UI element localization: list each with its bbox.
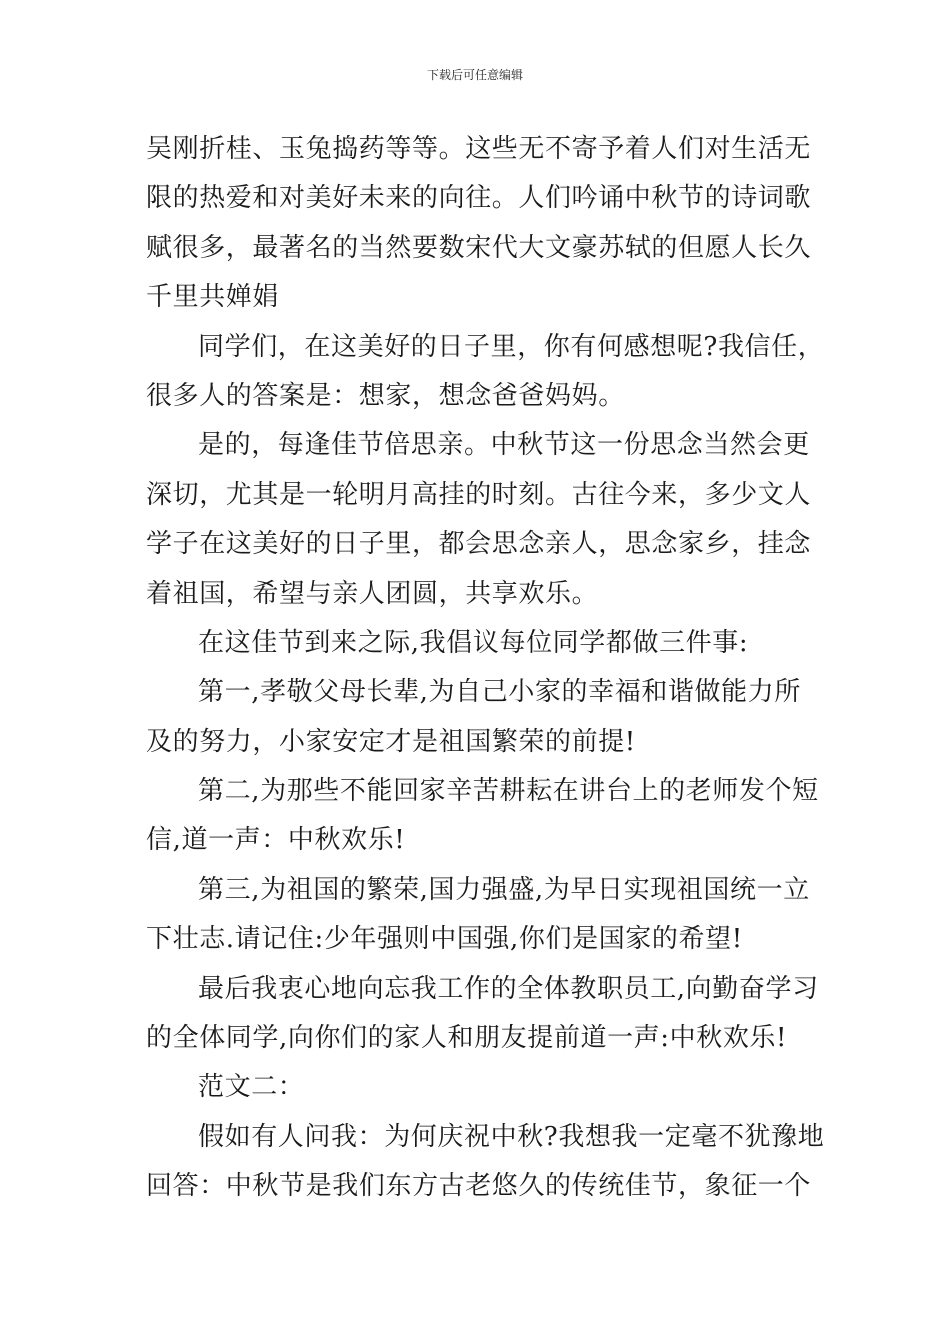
text-line: 下壮志.请记住:少年强则中国强,你们是国家的希望!	[146, 924, 743, 955]
text-line: 第三,为祖国的繁荣,国力强盛,为早日实现祖国统一立	[198, 874, 810, 905]
text-line: 同学们，在这美好的日子里，你有何感想呢?我信任，	[198, 331, 825, 362]
text-line: 及的努力，小家安定才是祖国繁荣的前提!	[146, 726, 636, 757]
page-header-note: 下载后可任意编辑	[426, 68, 523, 82]
text-line: 着祖国，希望与亲人团圆，共享欢乐。	[146, 578, 599, 609]
text-line: 在这佳节到来之际,我倡议每位同学都做三件事:	[198, 627, 749, 658]
text-line: 第一,孝敬父母长辈,为自己小家的幸福和谐做能力所	[198, 677, 801, 708]
text-line: 范文二：	[198, 1072, 305, 1103]
text-line: 最后我衷心地向忘我工作的全体教职员工,向勤奋学习	[198, 973, 819, 1004]
text-line: 很多人的答案是：想家，想念爸爸妈妈。	[146, 380, 625, 411]
text-line: 吴刚折桂、玉兔捣药等等。这些无不寄予着人们对生活无	[146, 134, 812, 164]
text-line: 赋很多，最著名的当然要数宋代大文豪苏轼的但愿人长久	[146, 232, 812, 263]
text-line: 深切，尤其是一轮明月高挂的时刻。古往今来，多少文人	[146, 479, 812, 510]
text-line: 限的热爱和对美好未来的向往。人们吟诵中秋节的诗词歌	[146, 183, 812, 214]
text-line: 是的，每逢佳节倍思亲。中秋节这一份思念当然会更	[198, 430, 810, 461]
text-line: 第二,为那些不能回家辛苦耕耘在讲台上的老师发个短	[198, 776, 819, 807]
text-line: 假如有人问我：为何庆祝中秋?我想我一定毫不犹豫地	[198, 1121, 825, 1152]
text-line: 的全体同学,向你们的家人和朋友提前道一声:中秋欢乐!	[146, 1023, 788, 1054]
document-body	[146, 125, 825, 1212]
text-line: 学子在这美好的日子里，都会思念亲人，思念家乡，挂念	[146, 529, 812, 560]
text-line: 回答：中秋节是我们东方古老悠久的传统佳节，象征一个	[146, 1171, 812, 1202]
text-line: 千里共婵娟	[146, 282, 280, 313]
text-line: 信,道一声：中秋欢乐!	[146, 825, 406, 856]
